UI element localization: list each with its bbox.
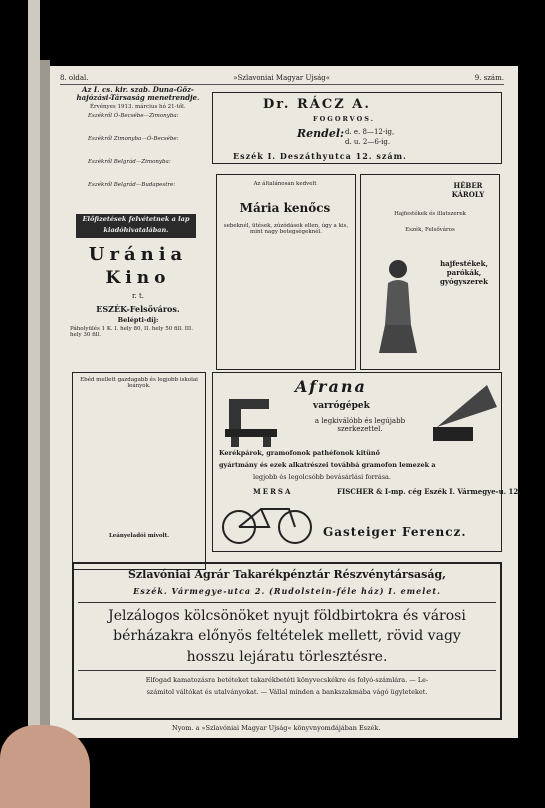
header-center: »Szlavoniai Magyar Ujság« bbox=[233, 74, 331, 82]
dentist-name: Dr. RÁCZ A. bbox=[263, 97, 371, 112]
bank-address: Eszék. Vármegye-utca 2. (Rudolstein-féle ház) I. emelet. bbox=[133, 586, 441, 596]
gramophone-icon bbox=[427, 377, 499, 447]
dentist-hours-1: d. e. 8—12-ig, bbox=[345, 128, 395, 136]
afrana-desc: a legkiválóbb és legújabb szerkezettel. bbox=[314, 417, 406, 433]
lady-figure-icon bbox=[373, 255, 423, 355]
school-ad bbox=[72, 372, 206, 570]
bank-ad bbox=[72, 562, 502, 720]
header-left: 8. oldal. bbox=[60, 74, 89, 82]
thumb-image bbox=[0, 725, 90, 808]
bank-loan-2: bérházakra előnyös feltételek mellett, rövid vagy bbox=[113, 628, 461, 644]
belepti-prices: Páholyülés 1 K. I. hely 80, II. hely 50 fill. III. hely 30 fill. bbox=[70, 326, 193, 338]
bank-name: Szlavóniai Agrár Takarékpénztár Részvénytársaság, bbox=[127, 568, 447, 581]
left-column bbox=[70, 86, 206, 366]
mersa-label: MERSA bbox=[253, 487, 293, 496]
hair-ad bbox=[360, 174, 500, 370]
hair-subtitle: Hajfestékek és illatszerek bbox=[394, 211, 466, 217]
bicycle-icon bbox=[219, 497, 315, 545]
dentist-ad bbox=[212, 92, 502, 164]
sewing-machine-icon bbox=[221, 379, 281, 449]
afrana-line-2: gyártmány és ezek alkatrészei továbbá gramofon lemezek a bbox=[219, 461, 436, 469]
dentist-hours-2: d. u. 2—6-ig. bbox=[345, 138, 391, 146]
book-spine bbox=[28, 0, 40, 808]
route-4: Eszékről Belgrád—Budapestre: bbox=[88, 182, 176, 188]
hair-items: hajfestékek, parókák, gyógyszerek bbox=[440, 259, 488, 286]
school-offer: Leányeladói mivolt. bbox=[108, 533, 170, 539]
dentist-address: Eszék I. Deszáthyutca 12. szám. bbox=[233, 151, 407, 161]
maria-title: Mária kenőcs bbox=[239, 201, 331, 215]
afrana-title: Afrana bbox=[295, 377, 367, 396]
bank-loan-3: hosszu lejáratu törlesztésre. bbox=[186, 649, 388, 665]
afrana-subtitle: varrógépek bbox=[313, 401, 370, 411]
dentist-title: FOGORVOS. bbox=[313, 115, 375, 123]
afrana-firm: FISCHER & I-mp. cég Eszék I. Vármegye-u. 12. bbox=[337, 487, 521, 496]
afrana-ad bbox=[212, 372, 521, 552]
afrana-owner: Gasteiger Ferencz. bbox=[323, 525, 467, 539]
page-header bbox=[60, 74, 504, 85]
hair-place: Eszék, Felsőváros bbox=[405, 227, 455, 233]
kino-title: Kino bbox=[105, 268, 171, 288]
header-right: 9. szám. bbox=[474, 74, 504, 82]
route-3: Eszékről Belgrád—Zimonyba: bbox=[88, 159, 171, 165]
school-intro: Ebéd mellett gazdagabb és legjobb iskolai leányok. bbox=[80, 377, 198, 389]
afrana-line-3: legjobb és legolcsóbb bevásárlási forrása. bbox=[253, 473, 392, 481]
dentist-rendel: Rendel: bbox=[297, 127, 345, 140]
maria-kenocs-ad bbox=[216, 174, 356, 370]
bank-loan-1: Jelzálogos kölcsönöket nyujt földbirtokra és városi bbox=[108, 608, 466, 624]
route-2: Eszékről Zimonyba—Ó-Becsébe: bbox=[88, 136, 179, 142]
subscription-stamp: Előfizetések felvétetnek a lap kiadóhivatalában. bbox=[76, 214, 196, 238]
route-1: Eszékről Ó-Becsébe—Zimonyba: bbox=[88, 113, 179, 119]
bank-note-2: számitol váltókat és utalványokat. — Vállal minden a bankszakmába vágó ügyleteket. bbox=[146, 688, 428, 696]
maria-top: Az általánosan kedvelt bbox=[253, 181, 317, 187]
belepti-label: Belépti-díj: bbox=[117, 316, 159, 324]
afrana-line-1: Kerékpárok, gramofonok pathéfonok kitünő bbox=[219, 449, 380, 457]
printer-footer: Nyom. a »Szlavóniai Magyar Ujság« könyvnyomdájában Eszék. bbox=[172, 724, 381, 732]
kino-city: ESZÉK-Felsőváros. bbox=[96, 304, 180, 314]
dunaszab-title: Az I. cs. kir. szab. Duna-Gőz-hajózási-Társaság menetrendje. bbox=[76, 85, 200, 102]
urania-title: Uránia bbox=[88, 244, 188, 265]
bank-note-1: Elfogad kamatozásra betéteket takarékbetéti könyvecskékre és folyó-számlára. — Le- bbox=[145, 676, 429, 684]
page-edge bbox=[40, 60, 50, 750]
dunaszab-valid: Érvényes 1913. március hó 21-től. bbox=[90, 104, 186, 110]
maria-desc: sebeknél, ütések, zúzódások ellen, úgy a kis, mint nagy betegségeknél. bbox=[223, 223, 349, 235]
bank-divider-1 bbox=[78, 602, 496, 603]
kino-rt: r. t. bbox=[131, 292, 145, 300]
hair-title: HÉBER KÁROLY bbox=[451, 181, 485, 199]
bank-divider-2 bbox=[78, 670, 496, 671]
